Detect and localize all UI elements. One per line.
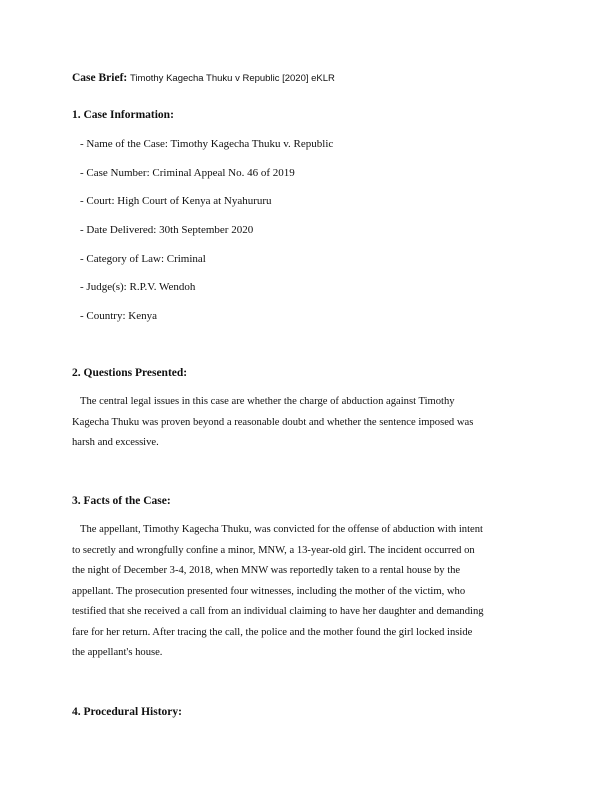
paragraph-line: harsh and excessive. (72, 437, 159, 448)
info-court: - Court: High Court of Kenya at Nyahururu (80, 195, 272, 207)
paragraph-line: Kagecha Thuku was proven beyond a reasonable doubt and whether the sentence imposed was (72, 416, 474, 428)
info-country: - Country: Kenya (80, 310, 157, 322)
paragraph-line: fare for her return. After tracing the call, the police and the mother found the girl locked inside (72, 626, 473, 638)
paragraph-line: The appellant, Timothy Kagecha Thuku, was convicted for the offense of abduction with intent (80, 524, 483, 535)
info-judges: - Judge(s): R.P.V. Wendoh (80, 281, 196, 293)
document-title (72, 72, 335, 84)
paragraph-line: the appellant's house. (72, 647, 163, 658)
section-heading-facts: 3. Facts of the Case: (72, 495, 171, 507)
info-date-delivered: - Date Delivered: 30th September 2020 (80, 224, 254, 236)
paragraph-line: The central legal issues in this case are whether the charge of abduction against Timothy (80, 396, 455, 407)
title-case-name: Timothy Kagecha Thuku v Republic [2020] eKLR (130, 73, 335, 84)
facts-paragraph (72, 520, 542, 664)
info-case-name: - Name of the Case: Timothy Kagecha Thuku v. Republic (80, 138, 334, 150)
paragraph-line: testified that she received a call from an individual claiming to have her daughter and demanding (72, 606, 484, 617)
paragraph-line: to secretly and wrongfully confine a minor, MNW, a 13-year-old girl. The incident occurred on (72, 544, 475, 556)
section-heading-questions-presented: 2. Questions Presented: (72, 367, 188, 379)
questions-paragraph (72, 392, 542, 454)
info-case-number: - Case Number: Criminal Appeal No. 46 of 2019 (80, 167, 295, 179)
title-label: Case Brief: (72, 72, 128, 84)
section-heading-procedural-history: 4. Procedural History: (72, 706, 182, 718)
section-heading-case-information: 1. Case Information: (72, 109, 174, 121)
info-category-of-law: - Category of Law: Criminal (80, 253, 206, 265)
paragraph-line: appellant. The prosecution presented four witnesses, including the mother of the victim, who (72, 585, 466, 597)
paragraph-line: the night of December 3-4, 2018, when MNW was reportedly taken to a rental house by the (72, 565, 461, 576)
